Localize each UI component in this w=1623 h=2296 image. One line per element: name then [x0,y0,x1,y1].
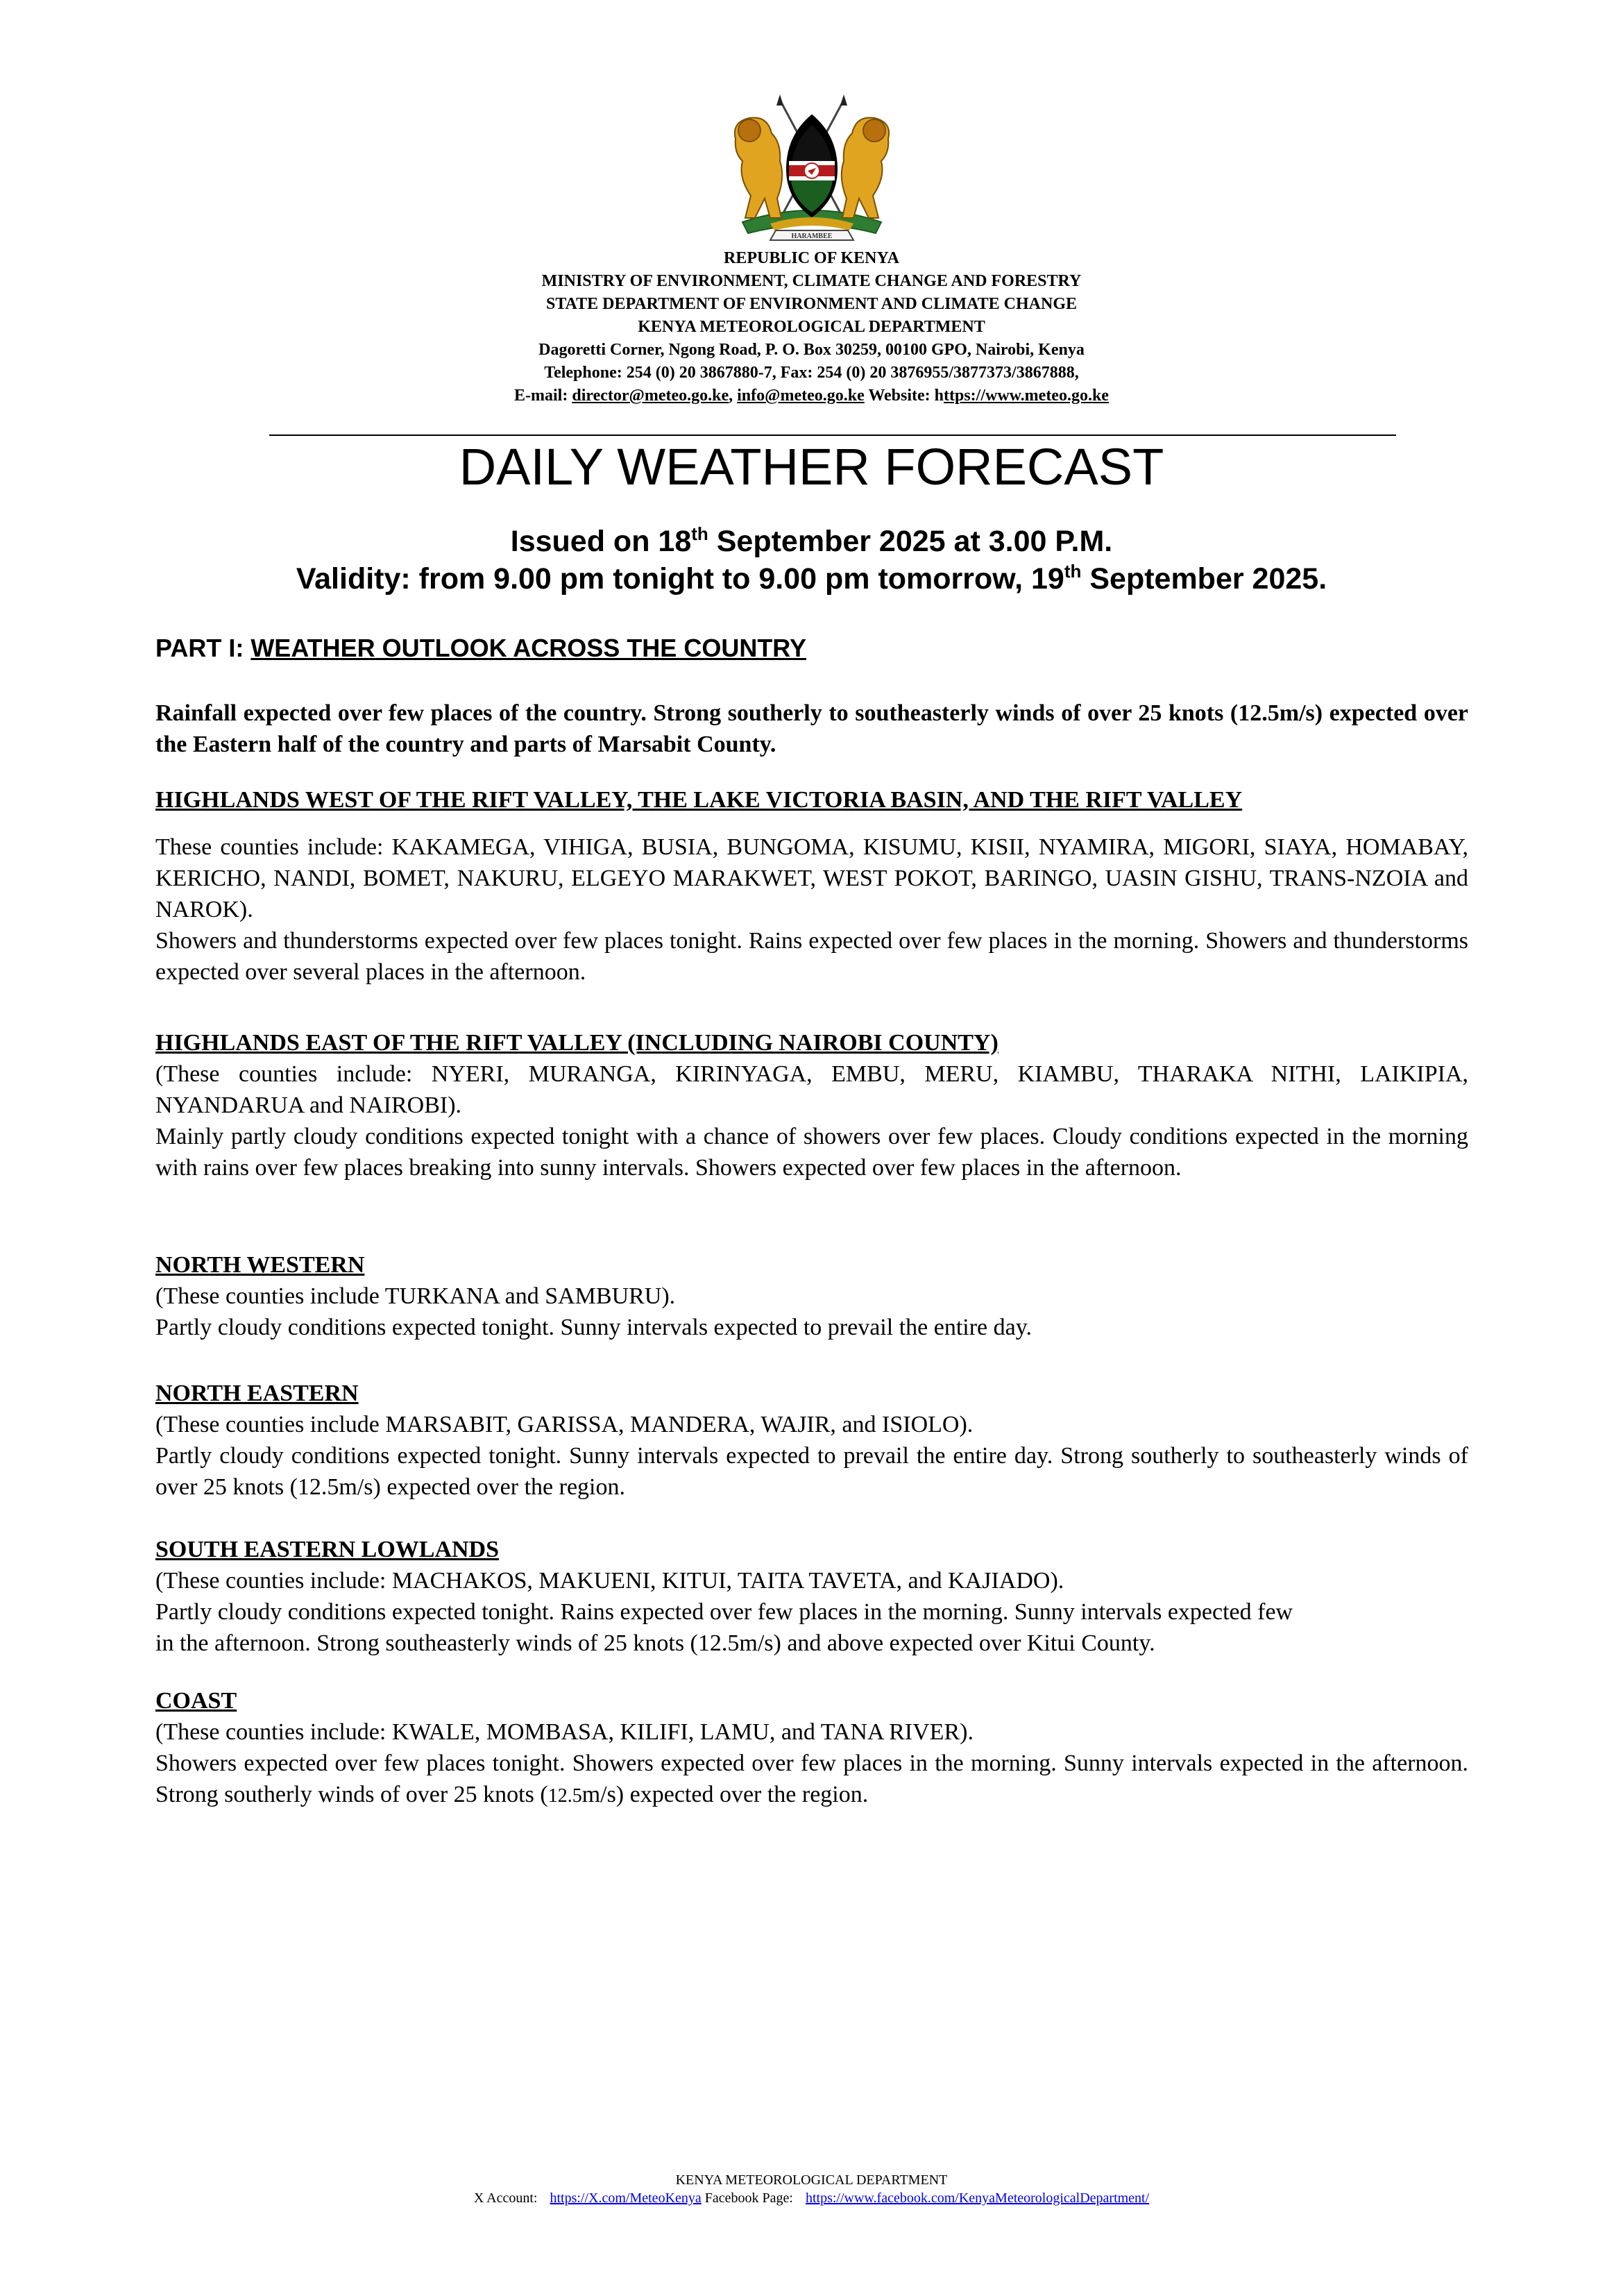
section-south-eastern-lowlands [155,1534,1468,1659]
website-label: Website: h [864,387,944,405]
part-one-title: WEATHER OUTLOOK ACROSS THE COUNTRY [250,634,806,662]
email-line [0,385,1623,407]
forecast-wind-speed: 12.5 [547,1785,582,1807]
validity-text: Validity: from 9.00 pm tonight to 9.00 pm tomorrow, 19 [296,562,1064,596]
section-counties: (These counties include: MACHAKOS, MAKUENI, KITUI, TAITA TAVETA, and KAJIADO). [155,1568,1064,1594]
coat-of-arms-motto: HARAMBEE [791,233,833,240]
issued-ordinal: th [691,523,708,544]
section-coast [155,1685,1468,1812]
validity-line [0,561,1623,597]
national-summary [155,698,1468,760]
section-heading: COAST [155,1688,237,1714]
section-heading: NORTH EASTERN [155,1381,359,1406]
footer-links [0,2189,1623,2207]
section-counties: These counties include: KAKAMEGA, VIHIGA, BUSIA, BUNGOMA, KISUMU, KISII, NYAMIRA, MIGORI, SIAYA, HOMABAY, KERICHO, NANDI, BOMET, NAKURU, ELGEYO MARAKWET, WEST POKOT, BARINGO, UASIN GISHU, TRANS-NZOIA and NAROK). [155,834,1468,922]
issued-date-rest: September 2025 at 3.00 P.M. [708,525,1113,558]
x-account-link[interactable]: https://X.com/MeteoKenya [550,2191,702,2206]
part-one-heading [155,633,806,664]
footer-department: KENYA METEOROLOGICAL DEPARTMENT [675,2172,948,2188]
facebook-label: Facebook Page: [701,2191,793,2206]
section-counties: (These counties include: KWALE, MOMBASA, KILIFI, LAMU, and TANA RIVER). [155,1719,974,1745]
address-line: Dagoretti Corner, Ngong Road, P. O. Box 30259, 00100 GPO, Nairobi, Kenya [538,341,1085,359]
section-heading: SOUTH EASTERN LOWLANDS [155,1537,500,1562]
ministry-line: MINISTRY OF ENVIRONMENT, CLIMATE CHANGE AND FORESTRY [541,272,1082,290]
coat-of-arms-icon [722,94,902,243]
section-counties: (These counties include TURKANA and SAMBURU). [155,1283,676,1309]
part-one-prefix: PART I: [155,634,251,662]
forecast-text: Showers expected over few places tonight. Showers expected over few places in the morning. Sunny intervals expected in the afternoon. Strong southerly winds of over 25 knots ( [155,1750,1468,1807]
section-forecast-line-2: in the afternoon. Strong southeasterly winds of 25 knots (12.5m/s) and above expected over Kitui County. [155,1630,1155,1656]
section-north-eastern [155,1378,1468,1503]
telephone-line: Telephone: 254 (0) 20 3867880-7, Fax: 254 (0) 20 3876955/3877373/3867888, [544,364,1079,382]
section-forecast: Partly cloudy conditions expected tonight. Sunny intervals expected to prevail the entire day. [155,1315,1033,1340]
section-heading: NORTH WESTERN [155,1252,365,1278]
issued-text: Issued on 18 [510,525,692,558]
section-counties: (These counties include MARSABIT, GARISSA, MANDERA, WAJIR, and ISIOLO). [155,1412,974,1437]
x-account-label: X Account: [473,2191,538,2206]
info-email-link[interactable]: info@meteo.go.ke [737,387,865,405]
state-department-line: STATE DEPARTMENT OF ENVIRONMENT AND CLIMATE CHANGE [545,295,1077,313]
section-highlands-west [155,784,1468,988]
section-forecast [155,1748,1468,1812]
validity-date-rest: September 2025. [1081,562,1327,596]
section-forecast: Showers and thunderstorms expected over few places tonight. Rains expected over few places in the morning. Showers and thunderstorms expected over several places in the afternoon. [155,928,1468,985]
section-north-western [155,1249,1468,1343]
department-line: KENYA METEOROLOGICAL DEPARTMENT [638,318,985,336]
page-footer [0,2171,1623,2207]
section-counties: (These counties include: NYERI, MURANGA, KIRINYAGA, EMBU, MERU, KIAMBU, THARAKA NITHI, LAIKIPIA, NYANDARUA and NAIROBI). [155,1061,1468,1118]
republic-line: REPUBLIC OF KENYA [724,249,899,267]
issued-line [0,523,1623,559]
section-highlands-east [155,1027,1468,1183]
director-email-link[interactable]: director@meteo.go.ke [572,387,729,405]
section-forecast: Mainly partly cloudy conditions expected tonight with a chance of showers over few places. Cloudy conditions expected in the morning with rains over few places breaking into sunny intervals. Showers expected over few places in the afternoon. [155,1124,1468,1181]
email-label: E-mail: [514,387,572,405]
document-title: DAILY WEATHER FORECAST [459,438,1164,496]
facebook-link[interactable]: https://www.facebook.com/KenyaMeteorologicalDepartment/ [805,2191,1150,2206]
section-heading: HIGHLANDS WEST OF THE RIFT VALLEY, THE LAKE VICTORIA BASIN, AND THE RIFT VALLEY [155,787,1243,813]
section-forecast: Partly cloudy conditions expected tonight. Sunny intervals expected to prevail the entire day. Strong southerly to southeasterly winds of over 25 knots (12.5m/s) expected over the region. [155,1443,1468,1500]
email-separator: , [729,387,738,405]
summary-text: Rainfall expected over few places of the country. Strong southerly to southeasterly winds of over 25 knots (12.5m/s) expected over the Eastern half of the country and parts of Marsabit County. [155,700,1468,757]
letterhead [0,247,1623,407]
section-forecast-line-1: Partly cloudy conditions expected tonight. Rains expected over few places in the morning. Sunny intervals expected few [155,1599,1293,1625]
section-heading: HIGHLANDS EAST OF THE RIFT VALLEY (INCLUDING NAIROBI COUNTY) [155,1030,999,1056]
validity-ordinal: th [1064,561,1082,582]
forecast-text-end: m/s) expected over the region. [581,1782,869,1807]
website-link[interactable]: ttps://www.meteo.go.ke [944,387,1109,405]
